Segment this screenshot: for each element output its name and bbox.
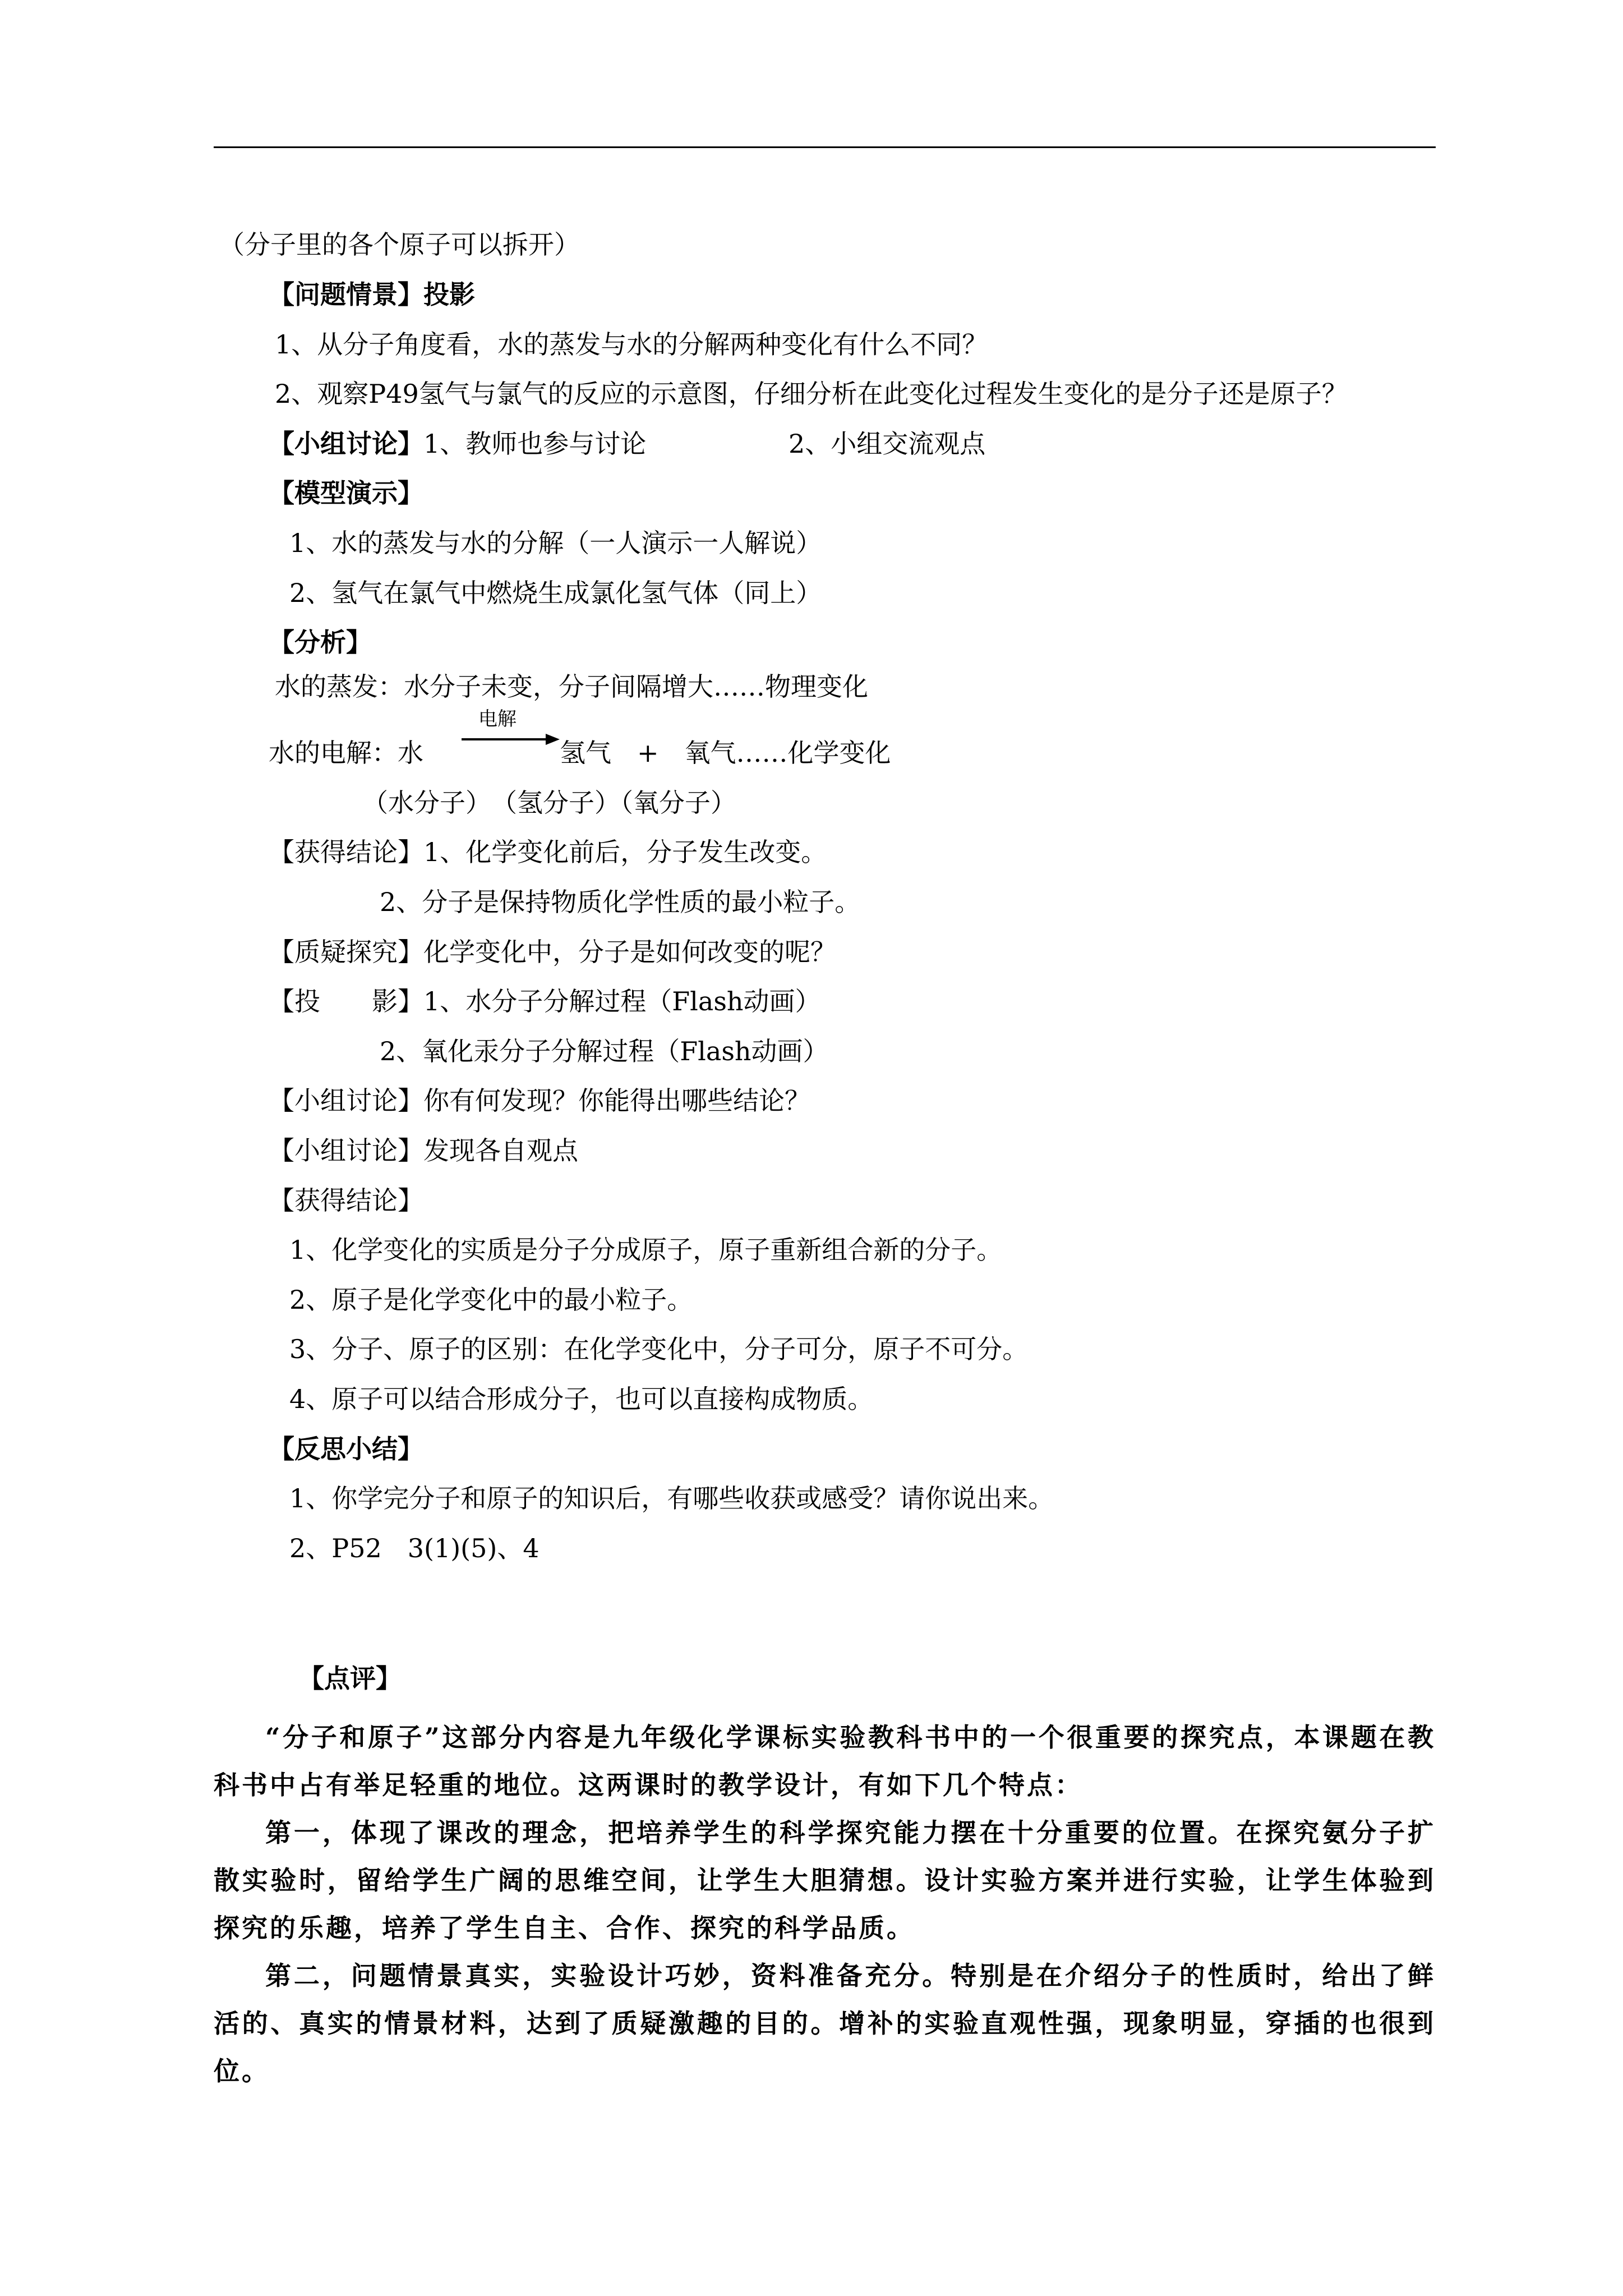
text-line: 【获得结论】1、化学变化前后，分子发生改变。 [269,837,827,867]
section-heading: 【分析】 [269,627,372,657]
text-line: 【小组讨论】发现各自观点 [269,1135,578,1166]
text-line: 2、小组交流观点 [789,429,986,459]
text-line: 2、氧化汞分子分解过程（Flash动画） [380,1036,829,1066]
text-line: 【小组讨论】你有何发现？你能得出哪些结论？ [269,1085,810,1116]
text-line: 1、你学完分子和原子的知识后，有哪些收获或感受？请你说出来。 [289,1483,1054,1513]
comment-paragraph: 第二，问题情景真实，实验设计巧妙，资料准备充分。特别是在介绍分子的性质时，给出了鲜活的、真实的情景材料，达到了质疑激趣的目的。增补的实验直观性强，现象明显，穿插的也很到位。 [214,1961,1436,2086]
section-heading: 【模型演示】 [269,478,423,508]
text-line: （水分子） （氢分子）（氧分子） [362,788,736,818]
text-line: （分子里的各个原子可以拆开） [219,229,580,260]
comment-paragraph: 第一，体现了课改的理念，把培养学生的科学探究能力摆在十分重要的位置。在探究氨分子扩散实验时，留给学生广阔的思维空间，让学生大胆猜想。设计实验方案并进行实验，让学生体验到探究的乐趣，培养了学生自主、合作、探究的科学品质。 [214,1818,1436,1943]
text-line: 2、P52 3(1)(5)、4 [289,1533,540,1563]
text-line: 【质疑探究】化学变化中，分子是如何改变的呢？ [269,937,836,967]
header-rule [214,146,1436,148]
text-line: 3、分子、原子的区别：在化学变化中，分子可分，原子不可分。 [289,1334,1029,1364]
text-line: 【获得结论】 [269,1185,423,1216]
text-line: 【投 影】1、水分子分解过程（Flash动画） [269,986,821,1016]
text-line: 2、氢气在氯气中燃烧生成氯化氢气体（同上） [289,578,822,608]
text-line: 氢气 + 氧气……化学变化 [560,738,891,768]
text-line: 2、原子是化学变化中的最小粒子。 [289,1285,693,1315]
comment-paragraph: “分子和原子”这部分内容是九年级化学课标实验教科书中的一个很重要的探究点，本课题在教科书中占有举足轻重的地位。这两课时的教学设计，有如下几个特点： [214,1722,1436,1800]
arrow-condition-label: 电解 [478,708,517,730]
text-line: 1、化学变化的实质是分子分成原子，原子重新组合新的分子。 [289,1235,1003,1265]
text-segment: 1、教师也参与讨论 [423,429,647,459]
text-line: 2、分子是保持物质化学性质的最小粒子。 [380,887,861,917]
comment-body [214,1714,1436,2095]
text-line: 2、观察P49氢气与氯气的反应的示意图，仔细分析在此变化过程发生变化的是分子还是原子？ [275,379,1348,409]
section-heading [269,427,646,461]
reaction-arrow [462,708,560,753]
text-line: 1、从分子角度看，水的蒸发与水的分解两种变化有什么不同？ [275,329,988,360]
right-arrow-icon [462,733,560,746]
section-heading: 【反思小结】 [269,1434,423,1464]
text-line: 4、原子可以结合形成分子，也可以直接构成物质。 [289,1384,874,1414]
section-heading: 【问题情景】投影 [269,279,475,310]
heading-label: 【小组讨论】 [269,429,423,459]
text-line: 水的蒸发：水分子未变，分子间隔增大……物理变化 [275,671,868,702]
comment-heading: 【点评】 [298,1663,402,1694]
text-line: 1、水的蒸发与水的分解（一人演示一人解说） [289,528,822,558]
text-line: 水的电解：水 [269,738,423,768]
